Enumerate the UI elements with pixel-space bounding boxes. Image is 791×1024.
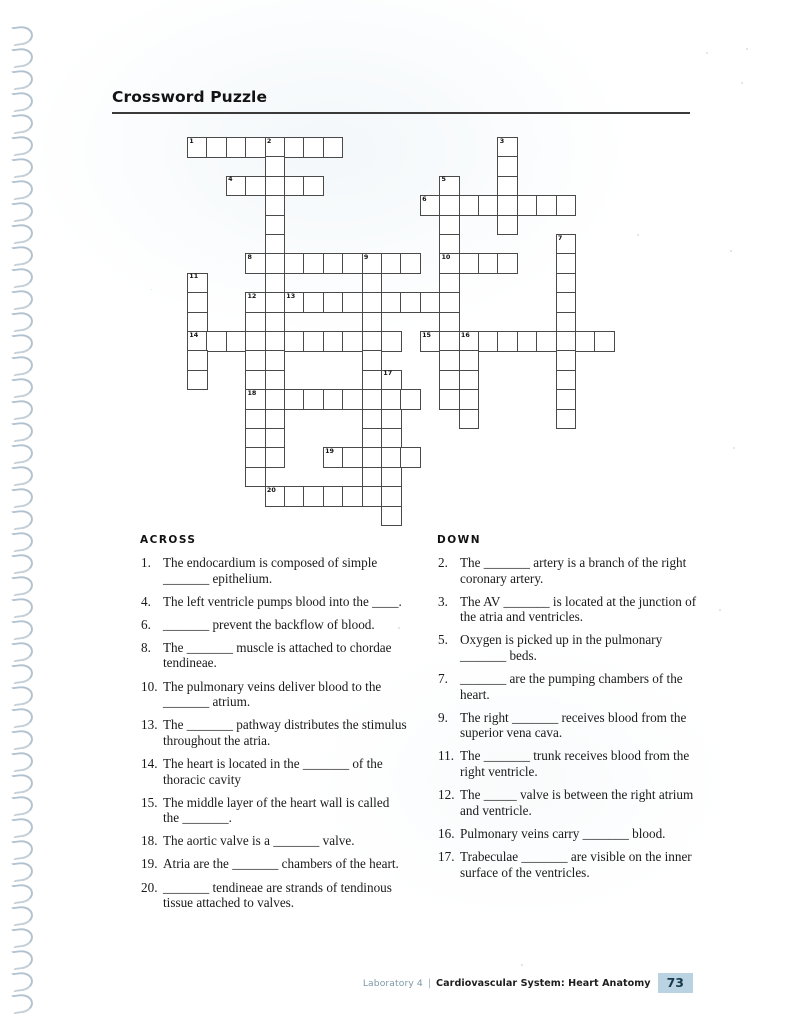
crossword-cell[interactable] (439, 350, 460, 371)
binding-ring-icon (11, 311, 34, 332)
crossword-cell[interactable] (362, 253, 383, 274)
crossword-cell[interactable] (265, 486, 286, 507)
clue-text: The _______ artery is a branch of the right coronary artery. (460, 555, 687, 586)
cell-number: 6 (422, 194, 427, 203)
binding-ring-icon (11, 707, 34, 728)
clue-item (437, 849, 699, 880)
clue-number: 3. (438, 593, 448, 609)
crossword-cell[interactable] (187, 331, 208, 352)
crossword-cell[interactable] (362, 486, 383, 507)
clue-item (140, 856, 408, 872)
crossword-cell[interactable] (284, 292, 305, 313)
crossword-cell[interactable] (594, 331, 615, 352)
cell-number: 16 (460, 330, 470, 339)
crossword-cell[interactable] (303, 486, 324, 507)
crossword-cell[interactable] (362, 370, 383, 391)
crossword-cell[interactable] (342, 447, 363, 468)
binding-ring-icon (11, 465, 34, 486)
crossword-cell[interactable] (245, 292, 266, 313)
crossword-cell[interactable] (342, 292, 363, 313)
clue-item (140, 756, 408, 787)
down-heading: DOWN (437, 534, 482, 546)
crossword-cell[interactable] (265, 447, 286, 468)
crossword-cell[interactable] (362, 428, 383, 449)
crossword-cell[interactable] (265, 389, 286, 410)
clue-number: 14. (141, 755, 158, 771)
binding-ring-icon (11, 795, 34, 816)
crossword-cell[interactable] (381, 486, 402, 507)
crossword-cell[interactable] (575, 331, 596, 352)
down-clue-column (437, 534, 699, 888)
crossword-cell[interactable] (420, 195, 441, 216)
crossword-cell[interactable] (245, 312, 266, 333)
crossword-cell[interactable] (556, 234, 577, 255)
clue-item (140, 640, 408, 671)
crossword-cell[interactable] (303, 137, 324, 158)
crossword-cell[interactable] (439, 195, 460, 216)
binding-ring-icon (11, 91, 34, 112)
clue-number: 11. (438, 748, 454, 764)
crossword-cell[interactable] (323, 292, 344, 313)
crossword-cell[interactable] (265, 409, 286, 430)
scan-artifact (521, 964, 523, 966)
crossword-cell[interactable] (187, 370, 208, 391)
crossword-cell[interactable] (497, 331, 518, 352)
crossword-cell[interactable] (226, 137, 247, 158)
crossword-cell[interactable] (265, 370, 286, 391)
clue-item (140, 594, 408, 610)
binding-ring-icon (11, 267, 34, 288)
crossword-cell[interactable] (497, 176, 518, 197)
crossword-cell[interactable] (459, 389, 480, 410)
scan-artifact (637, 234, 639, 236)
crossword-cell[interactable] (245, 331, 266, 352)
crossword-cell[interactable] (265, 292, 286, 313)
binding-ring-icon (11, 179, 34, 200)
cell-number: 9 (363, 252, 369, 261)
crossword-cell[interactable] (459, 409, 480, 430)
crossword-cell[interactable] (303, 389, 324, 410)
cell-number: 2 (266, 136, 272, 145)
binding-ring-icon (11, 817, 34, 838)
cell-number: 12 (247, 291, 257, 300)
crossword-cell[interactable] (381, 253, 402, 274)
crossword-cell[interactable] (265, 176, 286, 197)
cell-number: 3 (499, 136, 505, 145)
clue-item (140, 717, 408, 748)
clue-item (140, 880, 408, 911)
crossword-cell[interactable] (517, 331, 538, 352)
crossword-cell[interactable] (265, 215, 286, 236)
cell-number: 10 (441, 252, 451, 261)
crossword-cell[interactable] (556, 292, 577, 313)
crossword-cell[interactable] (400, 253, 421, 274)
crossword-cell[interactable] (439, 215, 460, 236)
binding-ring-icon (11, 905, 34, 926)
crossword-cell[interactable] (323, 389, 344, 410)
binding-ring-icon (11, 487, 34, 508)
crossword-cell[interactable] (284, 486, 305, 507)
binding-ring-icon (11, 553, 34, 574)
clue-item (437, 826, 699, 842)
binding-ring-icon (11, 575, 34, 596)
crossword-cell[interactable] (226, 176, 247, 197)
clue-text: Atria are the _______ chambers of the heart. (163, 856, 399, 872)
clue-number: 10. (141, 678, 158, 694)
crossword-cell[interactable] (536, 195, 557, 216)
crossword-cell[interactable] (265, 312, 286, 333)
binding-ring-icon (11, 597, 34, 618)
crossword-cell[interactable] (420, 331, 441, 352)
crossword-cell[interactable] (362, 273, 383, 294)
binding-ring-icon (11, 223, 34, 244)
clue-text: The left ventricle pumps blood into the ____. (163, 593, 402, 609)
binding-ring-icon (11, 201, 34, 222)
clue-item (140, 617, 408, 633)
clue-number: 8. (141, 639, 151, 655)
clue-text: The heart is located in the _______ of the thoracic cavity (163, 755, 383, 787)
crossword-cell[interactable] (381, 389, 402, 410)
crossword-cell[interactable] (556, 331, 577, 352)
spiral-binding (0, 0, 46, 1024)
cell-number: 14 (189, 330, 199, 339)
crossword-cell[interactable] (497, 253, 518, 274)
crossword-cell[interactable] (459, 370, 480, 391)
crossword-cell[interactable] (245, 389, 266, 410)
crossword-cell[interactable] (439, 176, 460, 197)
crossword-cell[interactable] (206, 331, 227, 352)
crossword-cell[interactable] (420, 292, 441, 313)
crossword-cell[interactable] (362, 447, 383, 468)
crossword-cell[interactable] (439, 253, 460, 274)
crossword-cell[interactable] (362, 350, 383, 371)
binding-ring-icon (11, 421, 34, 442)
binding-ring-icon (11, 245, 34, 266)
crossword-cell[interactable] (303, 331, 324, 352)
crossword-cell[interactable] (439, 370, 460, 391)
crossword-cell[interactable] (284, 176, 305, 197)
crossword-cell[interactable] (323, 137, 344, 158)
cell-number: 4 (228, 175, 233, 184)
clue-text: Trabeculae _______ are visible on the inner surface of the ventricles. (460, 848, 692, 880)
crossword-cell[interactable] (381, 370, 402, 391)
binding-ring-icon (11, 333, 34, 354)
crossword-cell[interactable] (459, 350, 480, 371)
crossword-cell[interactable] (497, 137, 518, 158)
crossword-cell[interactable] (478, 253, 499, 274)
clue-text: The right _______ receives blood from the superior vena cava. (460, 709, 687, 741)
clue-text: Pulmonary veins carry _______ blood. (460, 825, 666, 841)
clue-text: The _____ valve is between the right atrium and ventricle. (460, 787, 694, 818)
clue-number: 12. (438, 787, 455, 803)
crossword-cell[interactable] (303, 292, 324, 313)
clue-number: 6. (141, 616, 151, 632)
page-number-badge: 73 (658, 973, 693, 993)
crossword-cell[interactable] (303, 253, 324, 274)
clue-text: _______ are the pumping chambers of the heart. (460, 671, 683, 702)
crossword-cell[interactable] (323, 331, 344, 352)
cell-number: 7 (557, 233, 563, 242)
crossword-cell[interactable] (245, 350, 266, 371)
crossword-cell[interactable] (381, 428, 402, 449)
crossword-cell[interactable] (362, 389, 383, 410)
crossword-cell[interactable] (284, 331, 305, 352)
clue-number: 9. (438, 709, 448, 725)
cell-number: 19 (325, 446, 334, 455)
clue-item (140, 833, 408, 849)
crossword-cell[interactable] (245, 467, 266, 488)
crossword-cell[interactable] (187, 312, 208, 333)
clue-number: 1. (141, 555, 151, 570)
clue-number: 20. (141, 879, 158, 895)
crossword-cell[interactable] (362, 292, 383, 313)
binding-ring-icon (11, 641, 34, 662)
clue-text: The middle layer of the heart wall is called the _______. (163, 794, 390, 826)
crossword-cell[interactable] (284, 253, 305, 274)
clue-number: 7. (438, 671, 448, 687)
across-heading: ACROSS (140, 534, 197, 546)
scan-artifact (706, 52, 708, 54)
crossword-cell[interactable] (226, 331, 247, 352)
clue-text: The _______ pathway distributes the stimulus throughout the atria. (163, 717, 407, 748)
across-clue-column (140, 534, 408, 918)
crossword-cell[interactable] (187, 350, 208, 371)
crossword-cell[interactable] (536, 331, 557, 352)
crossword-cell[interactable] (245, 428, 266, 449)
crossword-cell[interactable] (381, 447, 402, 468)
clue-item (437, 671, 699, 702)
clue-number: 17. (438, 848, 455, 864)
binding-ring-icon (11, 619, 34, 640)
clue-text: The _______ muscle is attached to chordae tendineae. (163, 639, 392, 671)
crossword-cell[interactable] (303, 176, 324, 197)
binding-ring-icon (11, 355, 34, 376)
cell-number: 8 (247, 252, 252, 261)
crossword-cell[interactable] (556, 370, 577, 391)
crossword-cell[interactable] (439, 292, 460, 313)
crossword-cell[interactable] (439, 389, 460, 410)
binding-ring-icon (11, 443, 34, 464)
clue-number: 19. (141, 856, 158, 872)
crossword-cell[interactable] (245, 137, 266, 158)
cell-number: 11 (189, 272, 199, 281)
binding-ring-icon (11, 663, 34, 684)
binding-ring-icon (11, 883, 34, 904)
binding-ring-icon (11, 751, 34, 772)
binding-ring-icon (11, 509, 34, 530)
binding-ring-icon (11, 377, 34, 398)
clue-number: 13. (141, 717, 158, 733)
clue-item (437, 555, 699, 586)
binding-ring-icon (11, 25, 34, 46)
clue-number: 18. (141, 833, 158, 849)
binding-ring-icon (11, 773, 34, 794)
crossword-cell[interactable] (439, 234, 460, 255)
crossword-cell[interactable] (265, 273, 286, 294)
cell-number: 13 (286, 291, 296, 300)
crossword-cell[interactable] (362, 467, 383, 488)
clue-text: _______ prevent the backflow of blood. (163, 616, 375, 632)
crossword-cell[interactable] (400, 447, 421, 468)
binding-ring-icon (11, 135, 34, 156)
crossword-cell[interactable] (342, 253, 363, 274)
crossword-cell[interactable] (497, 156, 518, 177)
crossword-cell[interactable] (362, 312, 383, 333)
crossword-cell[interactable] (362, 409, 383, 430)
crossword-cell[interactable] (400, 389, 421, 410)
crossword-cell[interactable] (265, 234, 286, 255)
across-clue-list (140, 555, 408, 911)
binding-ring-icon (11, 971, 34, 992)
crossword-cell[interactable] (245, 253, 266, 274)
binding-ring-icon (11, 157, 34, 178)
crossword-cell[interactable] (556, 389, 577, 410)
crossword-cell[interactable] (284, 389, 305, 410)
clue-item (437, 748, 699, 779)
clue-number: 4. (141, 593, 151, 609)
cell-number: 5 (441, 175, 446, 184)
clue-text: Oxygen is picked up in the pulmonary _______ beds. (460, 632, 663, 663)
clue-item (140, 795, 408, 826)
crossword-cell[interactable] (342, 331, 363, 352)
crossword-cell[interactable] (265, 137, 286, 158)
crossword-cell[interactable] (381, 506, 402, 527)
crossword-cell[interactable] (459, 331, 480, 352)
crossword-cell[interactable] (459, 253, 480, 274)
clue-number: 16. (438, 825, 455, 841)
crossword-cell[interactable] (245, 447, 266, 468)
clue-item (437, 787, 699, 818)
clue-item (437, 632, 699, 663)
scan-artifact (733, 447, 735, 449)
crossword-cell[interactable] (323, 253, 344, 274)
cell-number: 20 (266, 485, 276, 494)
clue-text: The _______ trunk receives blood from the right ventricle. (460, 748, 690, 780)
scan-artifact (730, 250, 732, 252)
crossword-cell[interactable] (187, 292, 208, 313)
crossword-cell[interactable] (265, 253, 286, 274)
clue-text: The endocardium is composed of simple _______ epithelium. (163, 555, 378, 586)
crossword-cell[interactable] (323, 447, 344, 468)
crossword-cell[interactable] (245, 176, 266, 197)
binding-ring-icon (11, 861, 34, 882)
footer-chapter-title: Cardiovascular System: Heart Anatomy (436, 977, 651, 989)
clue-item (437, 710, 699, 741)
crossword-cell[interactable] (381, 292, 402, 313)
crossword-cell[interactable] (342, 389, 363, 410)
crossword-cell[interactable] (517, 195, 538, 216)
binding-ring-icon (11, 927, 34, 948)
clue-item (140, 555, 408, 586)
crossword-cell[interactable] (245, 409, 266, 430)
clue-text: The AV _______ is located at the junction of the atria and ventricles. (460, 593, 697, 625)
crossword-cell[interactable] (362, 331, 383, 352)
cell-number: 18 (247, 388, 257, 397)
binding-ring-icon (11, 839, 34, 860)
crossword-cell[interactable] (556, 253, 577, 274)
crossword-cell[interactable] (497, 195, 518, 216)
crossword-cell[interactable] (284, 137, 305, 158)
cell-number: 1 (189, 136, 194, 145)
crossword-cell[interactable] (439, 273, 460, 294)
cell-number: 15 (422, 330, 431, 339)
crossword-cell[interactable] (556, 350, 577, 371)
crossword-cell[interactable] (265, 195, 286, 216)
binding-ring-icon (11, 949, 34, 970)
crossword-cell[interactable] (323, 486, 344, 507)
clue-number: 15. (141, 794, 158, 810)
scan-artifact (746, 48, 748, 50)
scan-artifact (398, 627, 400, 629)
scan-artifact (719, 609, 721, 611)
crossword-cell[interactable] (478, 331, 499, 352)
crossword-cell[interactable] (265, 350, 286, 371)
crossword-cell[interactable] (556, 312, 577, 333)
binding-ring-icon (11, 685, 34, 706)
page-title: Crossword Puzzle (112, 88, 268, 106)
binding-ring-icon (11, 729, 34, 750)
clue-text: The pulmonary veins deliver blood to the _______ atrium. (163, 678, 382, 710)
binding-ring-icon (11, 289, 34, 310)
binding-ring-icon (11, 113, 34, 134)
scan-artifact (741, 82, 743, 84)
crossword-cell[interactable] (381, 331, 402, 352)
binding-ring-icon (11, 993, 34, 1014)
down-clue-list (437, 555, 699, 880)
crossword-cell[interactable] (556, 409, 577, 430)
crossword-cell[interactable] (265, 156, 286, 177)
crossword-cell[interactable] (459, 195, 480, 216)
clue-number: 2. (438, 555, 448, 570)
footer-lab-label: Laboratory 4 (362, 977, 423, 989)
crossword-cell[interactable] (265, 331, 286, 352)
clue-text: _______ tendineae are strands of tendinous tissue attached to valves. (163, 879, 392, 911)
clue-item (437, 594, 699, 625)
cell-number: 17 (383, 369, 393, 378)
clue-text: The aortic valve is a _______ valve. (163, 833, 355, 849)
crossword-cell[interactable] (439, 331, 460, 352)
binding-ring-icon (11, 531, 34, 552)
crossword-cell[interactable] (342, 486, 363, 507)
crossword-cell[interactable] (187, 273, 208, 294)
crossword-cell[interactable] (400, 292, 421, 313)
crossword-cell[interactable] (439, 312, 460, 333)
crossword-cell[interactable] (556, 273, 577, 294)
crossword-cell[interactable] (381, 409, 402, 430)
crossword-cell[interactable] (381, 467, 402, 488)
crossword-cell[interactable] (187, 137, 208, 158)
binding-ring-icon (11, 47, 34, 68)
page-footer (0, 972, 791, 994)
crossword-cell[interactable] (556, 195, 577, 216)
crossword-cell[interactable] (497, 215, 518, 236)
crossword-cell[interactable] (265, 428, 286, 449)
crossword-cell[interactable] (478, 195, 499, 216)
crossword-cell[interactable] (206, 137, 227, 158)
binding-ring-icon (11, 69, 34, 90)
binding-ring-icon (11, 399, 34, 420)
crossword-cell[interactable] (245, 370, 266, 391)
clue-item (140, 679, 408, 710)
clue-number: 5. (438, 632, 448, 648)
footer-separator: | (427, 977, 432, 989)
